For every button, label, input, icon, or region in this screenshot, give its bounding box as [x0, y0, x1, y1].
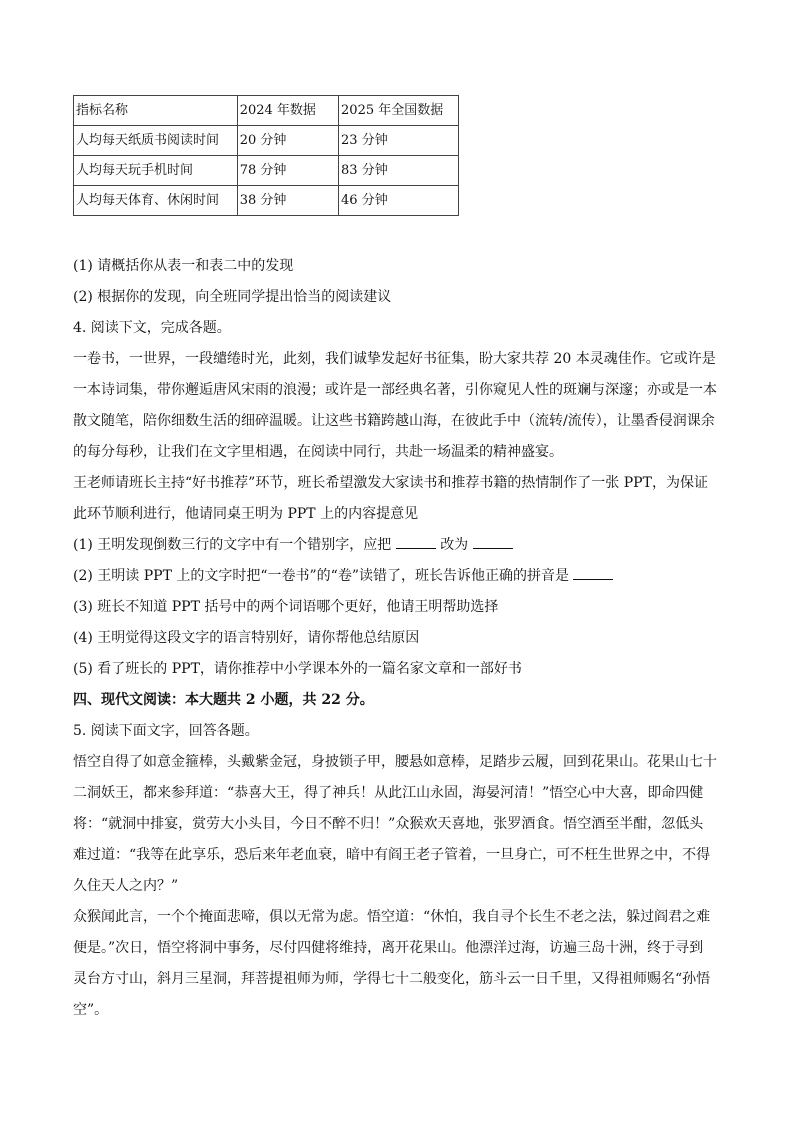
q4-sub2	[73, 561, 723, 592]
q4-title: 4. 阅读下文，完成各题。	[73, 320, 231, 336]
answer-blank[interactable]	[396, 534, 436, 549]
q5-title: 5. 阅读下面文字，回答各题。	[73, 723, 259, 739]
q4-sub5: (5) 看了班长的 PPT，请你推荐中小学课本外的一篇名家文章和一部好书	[73, 661, 522, 677]
q4-sub3: (3) 班长不知道 PPT 括号中的两个词语哪个更好，他请王明帮助选择	[73, 599, 499, 615]
answer-blank[interactable]	[473, 534, 513, 549]
table-row	[74, 156, 459, 186]
table-row	[74, 126, 459, 156]
q4-sub1-text-b: 改为	[440, 537, 469, 553]
q4-context-line: 王老师请班长主持“好书推荐”环节，班长希望激发大家读书和推荐书籍的热情制作了一张 PPT，为保证	[73, 475, 708, 491]
table-cell: 23 分钟	[339, 126, 459, 156]
table-cell: 人均每天玩手机时间	[74, 156, 238, 186]
table-cell: 83 分钟	[339, 156, 459, 186]
q5-passage-line: 众猴闻此言，一个个掩面悲啼，俱以无常为虑。悟空道：“休怕，我自寻个长生不老之法，躲过阎君之难	[73, 909, 711, 925]
table-header-cell: 2025 年全国数据	[339, 96, 459, 126]
q5-passage-line: 难过道：“我等在此享乐，恐后来年老血衰，暗中有阎王老子管着，一旦身亡，可不枉生世界之中，不得	[73, 847, 711, 863]
q3-sub1: (1) 请概括你从表一和表二中的发现	[73, 258, 294, 274]
q5-passage-line: 便是。”次日，悟空将洞中事务，尽付四健将维持，离开花果山。他漂洋过海，访遍三岛十洲，终于寻到	[73, 940, 704, 956]
q4-sub1-text-a: (1) 王明发现倒数三行的文字中有一个错别字，应把	[73, 537, 392, 553]
q4-sub2-text: (2) 王明读 PPT 上的文字时把“一卷书”的“卷”读错了，班长告诉他正确的拼音是	[73, 568, 569, 584]
q4-passage-line: 一卷书，一世界，一段缱绻时光，此刻，我们诚挚发起好书征集，盼大家共荐 20 本灵魂佳作。它或许是	[73, 351, 716, 367]
table-cell: 46 分钟	[339, 186, 459, 216]
question-text-block	[73, 251, 723, 1026]
q5-passage-line: 将：“就洞中排宴，赏劳大小头目，今日不醉不归！”众猴欢天喜地，张罗酒食。悟空酒至半酣，忽低头	[73, 816, 704, 832]
table-cell: 38 分钟	[237, 186, 338, 216]
q5-passage-line: 久住天人之内？”	[73, 878, 179, 894]
table-row	[74, 186, 459, 216]
q4-passage-line: 散文随笔，陪你细数生活的细碎温暖。让这些书籍跨越山海，在彼此手中（流转/流传），让墨香侵润课余	[73, 413, 715, 429]
q4-passage-line: 的每分每秒，让我们在文字里相遇，在阅读中同行，共赴一场温柔的精神盛宴。	[73, 444, 563, 460]
table-header-cell: 指标名称	[74, 96, 238, 126]
q3-sub2: (2) 根据你的发现，向全班同学提出恰当的阅读建议	[73, 289, 392, 305]
table-cell: 20 分钟	[237, 126, 338, 156]
table-header-cell: 2024 年数据	[237, 96, 338, 126]
q5-passage-line: 二洞妖王，都来参拜道：“恭喜大王，得了神兵！从此江山永固，海晏河清！”悟空心中大喜，即命四健	[73, 785, 704, 801]
reading-data-table	[73, 95, 459, 216]
table-cell: 人均每天纸质书阅读时间	[74, 126, 238, 156]
table-header-row	[74, 96, 459, 126]
q5-passage-line: 空”。	[73, 1002, 109, 1018]
q4-context-line: 此环节顺利进行，他请同桌王明为 PPT 上的内容提意见	[73, 506, 419, 522]
q4-sub1	[73, 530, 723, 561]
q4-passage-line: 一本诗词集，带你邂逅唐风宋雨的浪漫；或许是一部经典名著，引你窥见人性的斑斓与深邃；亦或是一本	[73, 382, 717, 398]
q4-sub4: (4) 王明觉得这段文字的语言特别好，请你帮他总结原因	[73, 630, 420, 646]
answer-blank[interactable]	[573, 565, 613, 580]
table-cell: 人均每天体育、休闲时间	[74, 186, 238, 216]
q5-passage-line: 灵台方寸山，斜月三星洞，拜菩提祖师为师，学得七十二般变化，筋斗云一日千里，又得祖师赐名“孙悟	[73, 971, 711, 987]
section-heading: 四、现代文阅读：本大题共 2 小题，共 22 分。	[73, 692, 374, 708]
q5-passage-line: 悟空自得了如意金箍棒，头戴紫金冠，身披锁子甲，腰悬如意棒，足踏步云履，回到花果山。花果山七十	[73, 754, 717, 770]
table-cell: 78 分钟	[237, 156, 338, 186]
